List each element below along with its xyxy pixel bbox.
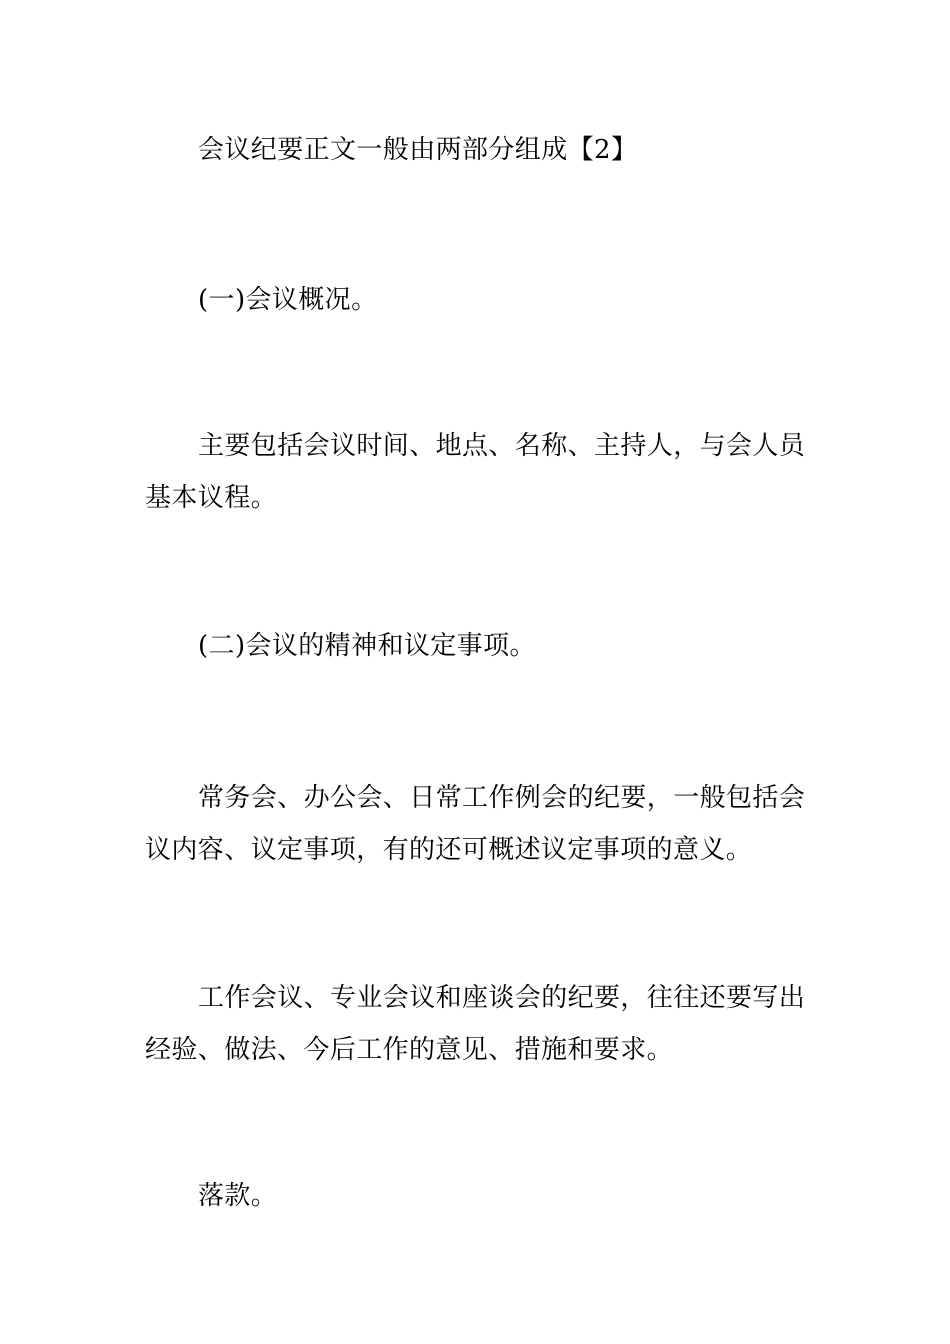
paragraph-work-meetings: 工作会议、专业会议和座谈会的纪要，往往还要写出经验、做法、今后工作的意见、措施和要求。 bbox=[145, 983, 806, 1065]
subsection-heading-overview: (一)会议概况。 bbox=[198, 285, 378, 315]
subsection-heading-signature: 落款。 bbox=[198, 1181, 278, 1211]
paragraph-routine-meetings: 常务会、办公会、日常工作例会的纪要，一般包括会议内容、议定事项，有的还可概述议定事项的意义。 bbox=[145, 783, 806, 865]
subsection-heading-decisions: (二)会议的精神和议定事项。 bbox=[198, 631, 536, 661]
paragraph-overview-content: 主要包括会议时间、地点、名称、主持人，与会人员基本议程。 bbox=[145, 431, 806, 513]
section-heading: 会议纪要正文一般由两部分组成【2】 bbox=[198, 135, 638, 165]
